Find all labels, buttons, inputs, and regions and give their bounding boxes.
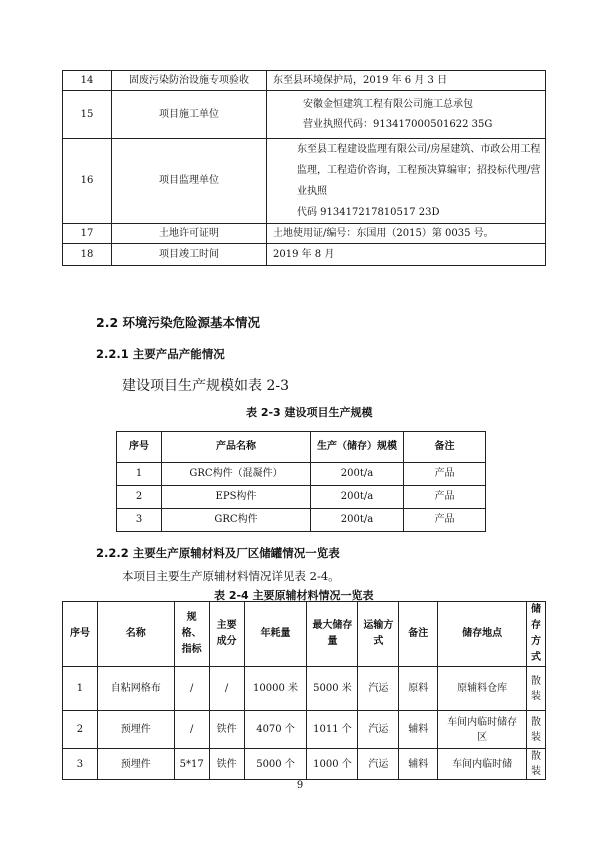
header-cell: 产品名称 — [162, 432, 311, 463]
table-cell: 汽运 — [358, 667, 399, 711]
value-line: 东至县环境保护局，2019 年 6 月 3 日 — [273, 74, 448, 86]
table-cell: 200t/a — [311, 486, 404, 509]
table-row — [63, 749, 546, 780]
table-cell: 产品 — [404, 486, 486, 509]
table-cell: GRC构件 — [162, 509, 311, 532]
table-cell: / — [209, 667, 244, 711]
table-row — [63, 667, 546, 711]
header-cell: 主要成分 — [209, 602, 244, 667]
table-cell: 1 — [63, 667, 98, 711]
row-label: 项目竣工时间 — [112, 244, 267, 266]
table-cell: EPS构件 — [162, 486, 311, 509]
row-label: 项目监理单位 — [112, 139, 267, 224]
table-cell: 10000 米 — [244, 667, 307, 711]
table-cell: 散装 — [527, 667, 546, 711]
header-cell: 序号 — [63, 602, 98, 667]
table-cell: 铁件 — [209, 749, 244, 780]
table-cell: 自粘网格布 — [97, 667, 174, 711]
value-line: 安徽金恒建筑工程有限公司施工总承包 — [303, 98, 473, 110]
table-cell: 5*17 — [174, 749, 209, 780]
table-row — [117, 486, 486, 509]
table-cell: 1 — [117, 463, 162, 486]
table-cell: 散装 — [527, 749, 546, 780]
row-number: 17 — [63, 224, 112, 244]
page-number: 9 — [296, 780, 304, 791]
row-number: 14 — [63, 71, 112, 91]
table-cell: 原料 — [399, 667, 438, 711]
row-value — [267, 224, 546, 244]
table-cell: 3 — [63, 749, 98, 780]
header-cell: 储存方式 — [527, 602, 546, 667]
value-line: 2019 年 8 月 — [273, 248, 335, 260]
table-cell: 铁件 — [209, 711, 244, 749]
row-value — [267, 91, 546, 139]
table-cell: 汽运 — [358, 711, 399, 749]
header-cell: 储存地点 — [438, 602, 527, 667]
header-cell: 序号 — [117, 432, 162, 463]
table-cell: 车间内临时储存区 — [438, 711, 527, 749]
value-line: 代码 913417217810517 23D — [297, 207, 440, 218]
paragraph-table-2-4-intro: 本项目主要生产原辅材料情况详见表 2-4。 — [122, 569, 340, 583]
row-number: 16 — [63, 139, 112, 224]
table-row — [63, 244, 546, 266]
table-cell: 产品 — [404, 463, 486, 486]
paragraph-table-2-3-intro: 建设项目生产规模如表 2-3 — [122, 378, 289, 394]
table-cell: 4070 个 — [244, 711, 307, 749]
table-cell: 5000 个 — [244, 749, 307, 780]
table-cell: 辅料 — [399, 749, 438, 780]
table-row — [117, 463, 486, 486]
table-row — [63, 224, 546, 244]
table-cell: 预埋件 — [97, 711, 174, 749]
table-cell: 散装 — [527, 711, 546, 749]
table-cell: / — [174, 711, 209, 749]
value-line: 营业执照代码：913417000501622 35G — [303, 118, 493, 130]
table-cell: 5000 米 — [307, 667, 358, 711]
header-cell: 生产（储存）规模 — [311, 432, 404, 463]
row-number: 15 — [63, 91, 112, 139]
value-line: 监理，工程造价咨询，工程预决算编审；招投标代理/营业执照 — [297, 165, 541, 197]
table-cell: 汽运 — [358, 749, 399, 780]
table-header-row — [117, 432, 486, 463]
row-label: 土地许可证明 — [112, 224, 267, 244]
table-row — [63, 71, 546, 91]
table-cell: 预埋件 — [97, 749, 174, 780]
table-cell: 车间内临时储 — [438, 749, 527, 780]
table-cell: 200t/a — [311, 509, 404, 532]
table-cell: 产品 — [404, 509, 486, 532]
row-label: 固废污染防治设施专项验收 — [112, 71, 267, 91]
table-cell: GRC构件（混凝件） — [162, 463, 311, 486]
value-line: 土地使用证/编号：东国用（2015）第 0035 号。 — [273, 227, 494, 239]
table-cell: 1000 个 — [307, 749, 358, 780]
table-row — [63, 711, 546, 749]
production-scale-table — [116, 431, 486, 532]
raw-materials-table — [62, 601, 546, 780]
header-cell: 备注 — [399, 602, 438, 667]
table-row — [117, 509, 486, 532]
table-cell: 2 — [63, 711, 98, 749]
section-heading-2-2-1: 2.2.1 主要产品产能情况 — [96, 347, 225, 361]
table-cell: 200t/a — [311, 463, 404, 486]
table-row — [63, 139, 546, 224]
section-heading-2-2: 2.2 环境污染危险源基本情况 — [96, 315, 260, 330]
project-info-table — [62, 70, 546, 266]
table-2-4-caption: 表 2-4 主要原辅材料情况一览表 — [214, 589, 374, 602]
section-heading-2-2-2: 2.2.2 主要生产原辅材料及厂区储罐情况一览表 — [96, 546, 340, 560]
row-value — [267, 244, 546, 266]
header-cell: 备注 — [404, 432, 486, 463]
row-number: 18 — [63, 244, 112, 266]
header-cell: 最大储存量 — [307, 602, 358, 667]
table-2-3-caption: 表 2-3 建设项目生产规模 — [246, 406, 373, 419]
table-cell: 2 — [117, 486, 162, 509]
row-label: 项目施工单位 — [112, 91, 267, 139]
table-row — [63, 91, 546, 139]
table-cell: 原辅料仓库 — [438, 667, 527, 711]
header-cell: 年耗量 — [244, 602, 307, 667]
header-cell: 运输方式 — [358, 602, 399, 667]
table-cell: 辅料 — [399, 711, 438, 749]
table-cell: / — [174, 667, 209, 711]
row-value — [267, 71, 546, 91]
table-cell: 1011 个 — [307, 711, 358, 749]
table-cell: 3 — [117, 509, 162, 532]
value-line: 东至县工程建设监理有限公司/房屋建筑、市政公用工程 — [297, 144, 541, 155]
header-cell: 名称 — [97, 602, 174, 667]
row-value — [267, 139, 546, 224]
header-cell: 规格、指标 — [174, 602, 209, 667]
table-header-row — [63, 602, 546, 667]
